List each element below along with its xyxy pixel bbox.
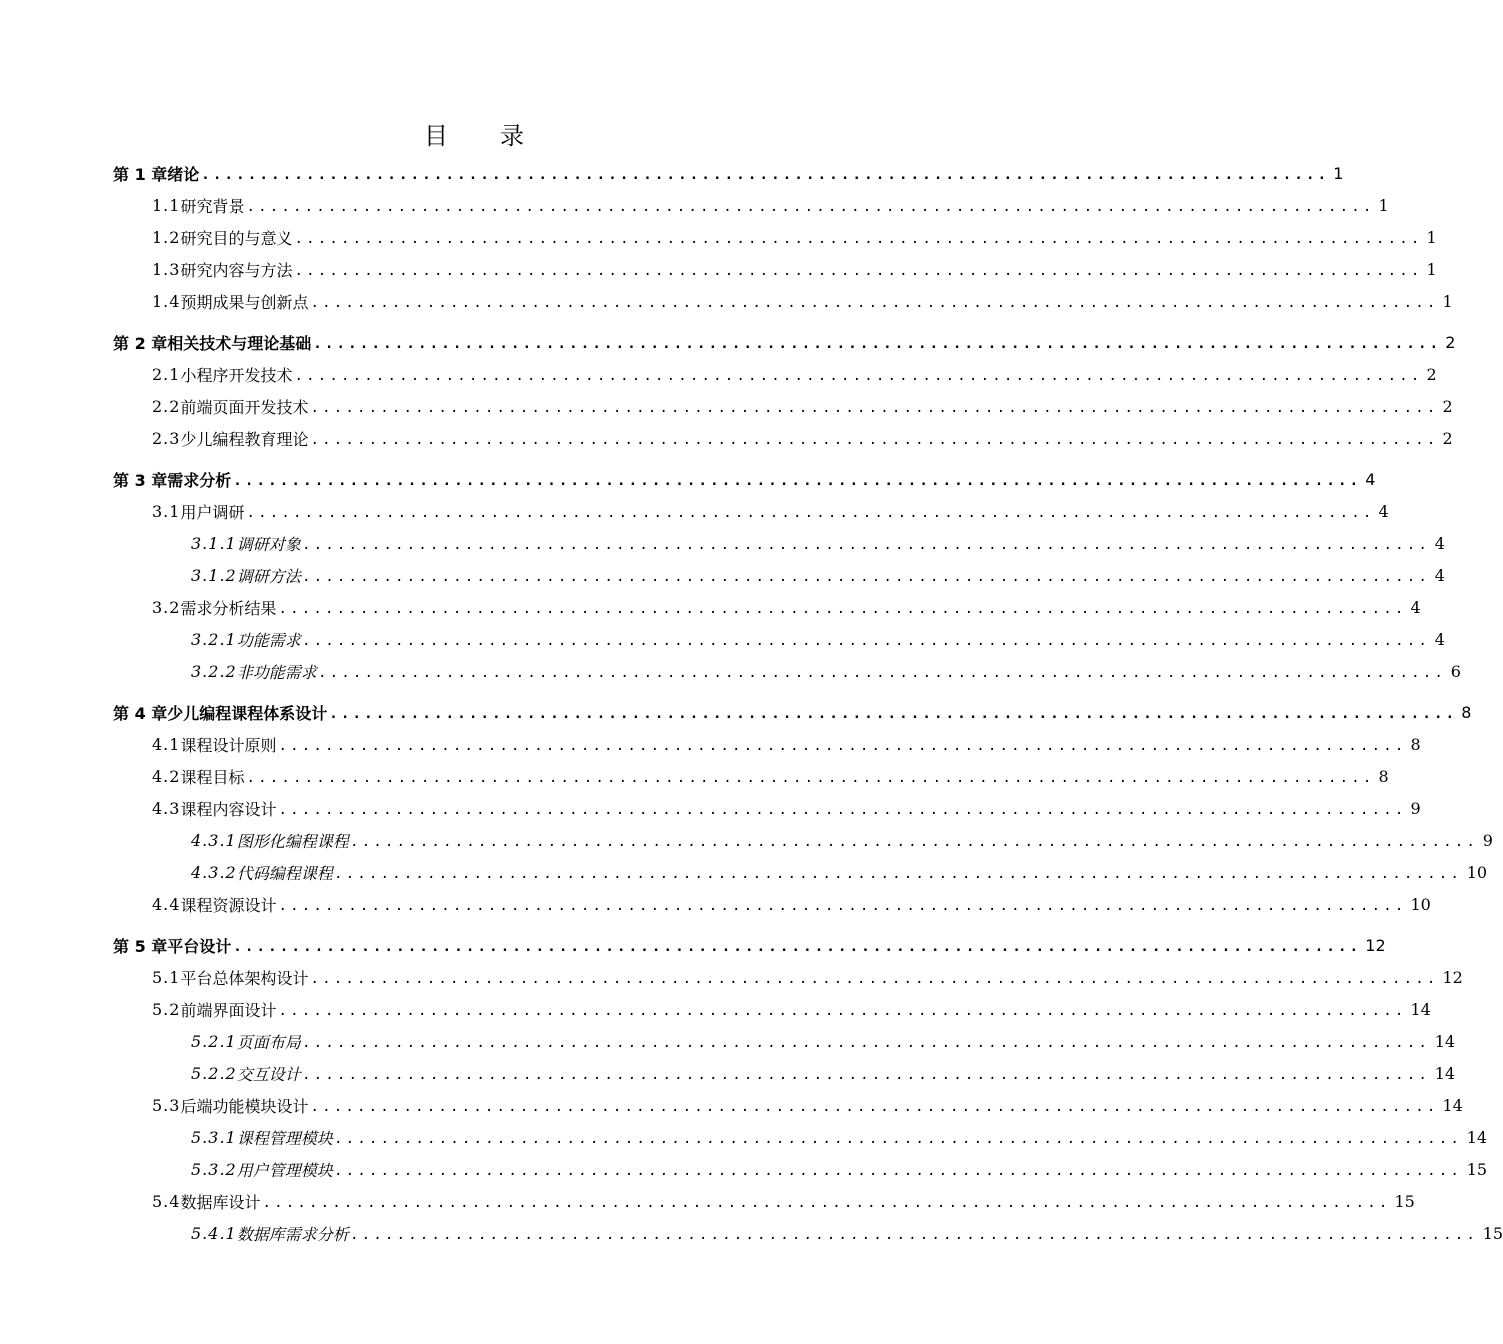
- toc-entry-number: 4.3.1: [191, 830, 237, 850]
- toc-entry-label: 课程目标: [180, 767, 245, 787]
- dot-leader: .................................................................................................: [246, 199, 1375, 215]
- toc-entry-page: 14: [1466, 1127, 1488, 1147]
- toc-entry-label: 数据库需求分析: [236, 1224, 349, 1244]
- dot-leader: .................................................................................................: [278, 1003, 1407, 1019]
- dot-leader: .................................................................................................: [278, 898, 1407, 914]
- toc-entry-page: 12: [1365, 935, 1386, 955]
- toc-entry-page: 14: [1434, 1063, 1456, 1083]
- toc-entry[interactable]: [0, 464, 1376, 494]
- dot-leader: .................................................................................................: [334, 1163, 1463, 1179]
- toc-entry-number: 5.3: [152, 1095, 181, 1115]
- toc-entry[interactable]: [0, 697, 1472, 727]
- toc-entry-page: 2: [1445, 332, 1456, 352]
- toc-entry-number: 2.3: [152, 428, 181, 448]
- dot-leader: .................................................................................................: [329, 706, 1458, 722]
- toc-entry-label: 前端界面设计: [180, 1000, 277, 1020]
- toc-entry-number: 5.2.1: [191, 1031, 237, 1051]
- dot-leader: .................................................................................................: [302, 633, 1431, 649]
- toc-entry[interactable]: [0, 1122, 1488, 1152]
- toc-entry-page: 8: [1461, 702, 1472, 722]
- toc-entry-label: 预期成果与创新点: [180, 292, 309, 312]
- toc-entry[interactable]: [0, 624, 1445, 654]
- toc-entry-page: 4: [1365, 469, 1376, 489]
- toc-entry[interactable]: [0, 793, 1421, 823]
- toc-entry-page: 9: [1410, 798, 1421, 818]
- toc-entry-page: 2: [1426, 364, 1437, 384]
- toc-entry-number: 第 4 章: [113, 703, 168, 723]
- toc-entry-number: 2.1: [152, 364, 181, 384]
- toc-entry-label: 调研对象: [236, 534, 301, 554]
- toc-entry[interactable]: [0, 962, 1463, 992]
- toc-entry-number: 1.2: [152, 227, 181, 247]
- toc-entry-page: 4: [1434, 533, 1445, 553]
- toc-entry-number: 4.1: [152, 734, 181, 754]
- toc-entry[interactable]: [0, 286, 1453, 316]
- toc-entry-label: 非功能需求: [236, 662, 317, 682]
- toc-entry-number: 3.2.1: [191, 629, 237, 649]
- toc-entry-page: 15: [1394, 1191, 1415, 1211]
- toc-entry-label: 课程管理模块: [236, 1128, 333, 1148]
- toc-entry-label: 前端页面开发技术: [180, 397, 309, 417]
- toc-entry-number: 1.1: [152, 195, 181, 215]
- dot-leader: .................................................................................................: [294, 368, 1423, 384]
- toc-entry-label: 用户管理模块: [236, 1160, 333, 1180]
- toc-entry-label: 绪论: [167, 164, 200, 184]
- toc-entry-page: 2: [1442, 396, 1453, 416]
- toc-entry-label: 平台设计: [167, 936, 232, 956]
- dot-leader: .................................................................................................: [302, 1035, 1431, 1051]
- toc-entry[interactable]: [0, 158, 1344, 188]
- toc-entry[interactable]: [0, 1058, 1456, 1088]
- dot-leader: .................................................................................................: [201, 167, 1330, 183]
- dot-leader: .................................................................................................: [310, 295, 1439, 311]
- toc-entry[interactable]: [0, 327, 1456, 357]
- toc-entry[interactable]: [0, 729, 1421, 759]
- dot-leader: .................................................................................................: [350, 834, 1479, 850]
- toc-entry-number: 5.2: [152, 999, 181, 1019]
- toc-entry-number: 第 2 章: [113, 333, 168, 353]
- dot-leader: .................................................................................................: [233, 473, 1362, 489]
- toc-entry-label: 需求分析: [167, 470, 232, 490]
- toc-entry[interactable]: [0, 222, 1437, 252]
- toc-entry[interactable]: [0, 391, 1453, 421]
- toc-entry-label: 交互设计: [236, 1064, 301, 1084]
- dot-leader: .................................................................................................: [310, 971, 1439, 987]
- toc-entry[interactable]: [0, 560, 1445, 590]
- dot-leader: .................................................................................................: [278, 802, 1407, 818]
- toc-entry-number: 5.3.2: [191, 1159, 237, 1179]
- dot-leader: .................................................................................................: [318, 665, 1447, 681]
- toc-entry-page: 14: [1434, 1031, 1456, 1051]
- toc-entry-page: 15: [1466, 1159, 1488, 1179]
- toc-entry-number: 4.3: [152, 798, 181, 818]
- toc-entry[interactable]: [0, 857, 1488, 887]
- toc-entry-label: 课程内容设计: [180, 799, 277, 819]
- toc-entry-page: 12: [1442, 967, 1463, 987]
- toc-entry-page: 1: [1426, 259, 1437, 279]
- toc-entry-number: 1.3: [152, 259, 181, 279]
- toc-entry[interactable]: [0, 889, 1431, 919]
- toc-entry[interactable]: [0, 930, 1386, 960]
- toc-entry-number: 5.3.1: [191, 1127, 237, 1147]
- toc-entry[interactable]: [0, 1218, 1503, 1248]
- toc-entry[interactable]: [0, 1090, 1463, 1120]
- toc-entry-label: 少儿编程教育理论: [180, 429, 309, 449]
- toc-entry-label: 需求分析结果: [180, 598, 277, 618]
- dot-leader: .................................................................................................: [262, 1195, 1391, 1211]
- toc-entry-label: 后端功能模块设计: [180, 1096, 309, 1116]
- toc-entry[interactable]: [0, 1154, 1488, 1184]
- dot-leader: .................................................................................................: [233, 939, 1362, 955]
- toc-entry-label: 代码编程课程: [236, 863, 333, 883]
- dot-leader: .................................................................................................: [313, 336, 1442, 352]
- toc-entry-label: 研究背景: [180, 196, 245, 216]
- toc-entry-page: 2: [1442, 428, 1453, 448]
- dot-leader: .................................................................................................: [278, 601, 1407, 617]
- toc-entry-label: 少儿编程课程体系设计: [167, 703, 328, 723]
- dot-leader: .................................................................................................: [334, 1131, 1463, 1147]
- toc-entry-page: 1: [1333, 163, 1344, 183]
- toc-entry-number: 4.4: [152, 894, 181, 914]
- toc-entry-label: 研究内容与方法: [180, 260, 293, 280]
- dot-leader: .................................................................................................: [302, 1067, 1431, 1083]
- toc-entry-label: 用户调研: [180, 502, 245, 522]
- toc-entry-label: 研究目的与意义: [180, 228, 293, 248]
- toc-entry-number: 3.2: [152, 597, 181, 617]
- toc-entry-label: 功能需求: [236, 630, 301, 650]
- toc-entry-page: 14: [1410, 999, 1431, 1019]
- toc-entry[interactable]: [0, 496, 1389, 526]
- toc-entry-number: 第 3 章: [113, 470, 168, 490]
- toc-entry-page: 4: [1410, 597, 1421, 617]
- toc-entry[interactable]: [0, 994, 1431, 1024]
- toc-entry-number: 2.2: [152, 396, 181, 416]
- toc-entry-number: 3.1.1: [191, 533, 237, 553]
- toc-entry-label: 课程资源设计: [180, 895, 277, 915]
- dot-leader: .................................................................................................: [246, 505, 1375, 521]
- toc-entry-number: 第 5 章: [113, 936, 168, 956]
- toc-entry[interactable]: [0, 423, 1453, 453]
- toc-entry-number: 3.1.2: [191, 565, 237, 585]
- toc-entry-number: 4.2: [152, 766, 181, 786]
- title-char-2: 录: [500, 122, 526, 150]
- dot-leader: .................................................................................................: [294, 263, 1423, 279]
- toc-entry[interactable]: [0, 528, 1445, 558]
- toc-entry-number: 1.4: [152, 291, 181, 311]
- dot-leader: .................................................................................................: [334, 866, 1463, 882]
- toc-entry-page: 14: [1442, 1095, 1463, 1115]
- toc-entry-page: 15: [1482, 1223, 1503, 1243]
- toc-entry-label: 课程设计原则: [180, 735, 277, 755]
- dot-leader: .................................................................................................: [310, 400, 1439, 416]
- toc-entry-page: 1: [1426, 227, 1437, 247]
- toc-entry-page: 10: [1466, 862, 1488, 882]
- toc-entry[interactable]: [0, 825, 1493, 855]
- toc-entry[interactable]: [0, 656, 1461, 686]
- dot-leader: .................................................................................................: [278, 738, 1407, 754]
- dot-leader: .................................................................................................: [302, 569, 1431, 585]
- toc-entry-label: 图形化编程课程: [236, 831, 349, 851]
- dot-leader: .................................................................................................: [302, 537, 1431, 553]
- toc-entry-page: 9: [1482, 830, 1493, 850]
- toc-entry-number: 5.1: [152, 967, 181, 987]
- toc-entry-label: 平台总体架构设计: [180, 968, 309, 988]
- toc-entry[interactable]: [0, 761, 1389, 791]
- dot-leader: .................................................................................................: [246, 770, 1375, 786]
- dot-leader: .................................................................................................: [310, 432, 1439, 448]
- toc-entry-number: 5.4.1: [191, 1223, 237, 1243]
- toc-entry-page: 1: [1378, 195, 1389, 215]
- title-char-1: 目: [424, 122, 450, 150]
- toc-entry-label: 调研方法: [236, 566, 301, 586]
- toc-entry-page: 4: [1434, 565, 1445, 585]
- toc-entry-number: 3.1: [152, 501, 181, 521]
- dot-leader: .................................................................................................: [294, 231, 1423, 247]
- toc-entry-page: 8: [1410, 734, 1421, 754]
- toc-entry-label: 数据库设计: [180, 1192, 261, 1212]
- toc-entry[interactable]: [0, 254, 1437, 284]
- toc-entry-page: 8: [1378, 766, 1389, 786]
- toc-entry[interactable]: [0, 1026, 1456, 1056]
- toc-entry[interactable]: [0, 359, 1437, 389]
- toc-entry-number: 5.2.2: [191, 1063, 237, 1083]
- toc-entry-number: 4.3.2: [191, 862, 237, 882]
- toc-entry-page: 6: [1450, 661, 1461, 681]
- toc-entry-label: 页面布局: [236, 1032, 301, 1052]
- toc-entry-number: 5.4: [152, 1191, 181, 1211]
- toc-entry[interactable]: [0, 592, 1421, 622]
- toc-entry-number: 3.2.2: [191, 661, 237, 681]
- toc-entry-number: 第 1 章: [113, 164, 168, 184]
- toc-entry[interactable]: [0, 190, 1389, 220]
- page-title: [0, 116, 950, 151]
- dot-leader: .................................................................................................: [350, 1227, 1479, 1243]
- toc-entry-page: 1: [1442, 291, 1453, 311]
- toc-entry-label: 相关技术与理论基础: [167, 333, 312, 353]
- toc-entry[interactable]: [0, 1186, 1415, 1216]
- toc-entry-label: 小程序开发技术: [180, 365, 293, 385]
- toc-entry-page: 4: [1434, 629, 1445, 649]
- toc-entry-page: 4: [1378, 501, 1389, 521]
- dot-leader: .................................................................................................: [310, 1099, 1439, 1115]
- toc-entry-page: 10: [1410, 894, 1431, 914]
